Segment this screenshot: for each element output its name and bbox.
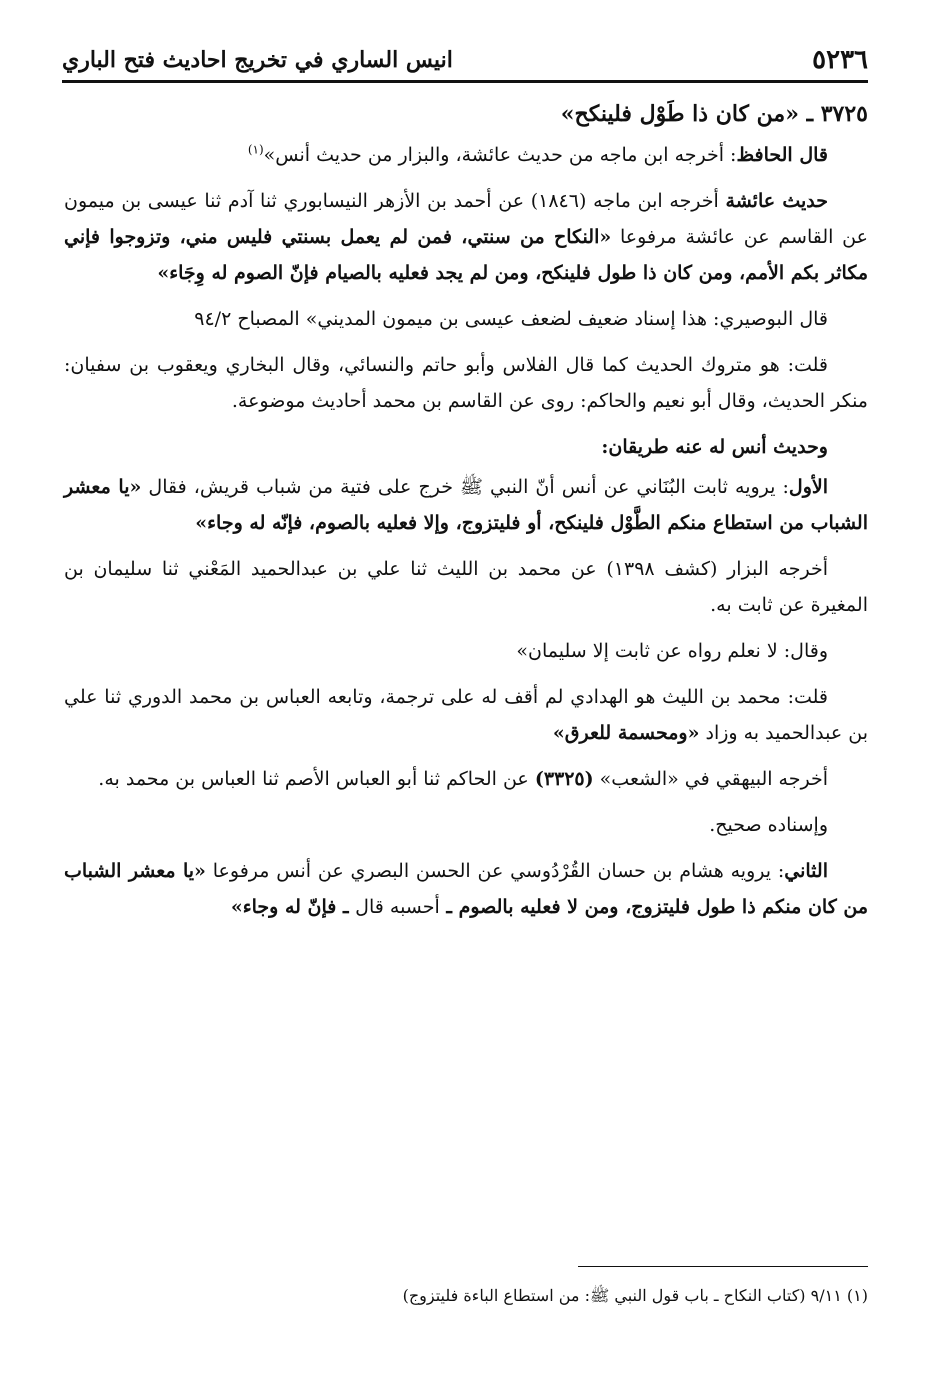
entry-heading	[64, 96, 868, 133]
second-way-hadith-2: ـ فإنّ له وجاء»	[230, 896, 356, 918]
paragraph-first-way	[64, 469, 868, 541]
first-way-hadith: «يا معشر الشباب من استطاع منكم الطَّوْل فلينكح، أو فليتزوج، وإلا فعليه بالصوم، فإنّه له وجاء»	[64, 476, 868, 534]
aisha-label: حديث عائشة	[725, 190, 828, 212]
footnote-ref[interactable]: (١)	[247, 142, 264, 157]
paragraph-aisha	[64, 183, 868, 291]
paragraph-bayhaqi	[64, 761, 868, 797]
qultu-2-addition: «ومحسمة للعرق»	[552, 722, 700, 744]
page-header	[62, 40, 868, 83]
entry-number: ٣٧٢٥	[820, 101, 868, 127]
anas-ways-text: وحديث أنس له عنه طريقان:	[601, 436, 828, 458]
bazzar-text: أخرجه البزار (كشف ١٣٩٨) عن محمد بن الليث ثنا علي بن عبدالحميد المَعْني ثنا سليمان بن المغيرة عن ثابت به.	[64, 558, 868, 616]
footnote-text: ٩/١١ (كتاب النكاح ـ باب قول النبي ﷺ: من استطاع الباءة فليتزوج)	[402, 1286, 847, 1305]
paragraph-bazzar	[64, 551, 868, 623]
second-way-label: الثاني	[784, 860, 828, 882]
second-way-hadith-1: «يا معشر الشباب من كان منكم ذا طول فليتزوج، ومن لا فعليه بالصوم ـ	[64, 860, 868, 918]
second-way-aside: أحسبه قال	[355, 896, 440, 918]
paragraph-qultu-1	[64, 347, 868, 419]
paragraph-busiri	[64, 301, 868, 337]
bayhaqi-text-2: عن الحاكم ثنا أبو العباس الأصم ثنا العباس بن محمد به.	[98, 768, 535, 790]
hafiz-text: : أخرجه ابن ماجه من حديث عائشة، والبزار من حديث أنس»	[263, 144, 737, 166]
qultu-1-text: قلت: هو متروك الحديث كما قال الفلاس وأبو حاتم والنسائي، وقال البخاري ويعقوب بن سفيان: منكر الحديث، وقال أبو نعيم والحاكم: روى عن القاسم بن محمد أحاديث موضوعة.	[64, 354, 868, 412]
bayhaqi-text-1: أخرجه البيهقي في «الشعب»	[593, 768, 828, 790]
footnote	[64, 1282, 868, 1310]
page-number: ٥٢٣٦	[812, 45, 868, 75]
entry-dash: ـ	[798, 101, 821, 127]
paragraph-isnad	[64, 807, 868, 843]
book-title: انيس الساري في تخريج احاديث فتح الباري	[62, 47, 453, 73]
second-way-text: : يرويه هشام بن حسان القُرْدُوسي عن الحسن البصري عن أنس مرفوعا	[205, 860, 785, 882]
qala-text: وقال: لا نعلم رواه عن ثابت إلا سليمان»	[516, 640, 828, 662]
paragraph-second-way	[64, 853, 868, 925]
paragraph-hafiz	[64, 137, 868, 173]
first-way-text: : يرويه ثابت البُنَاني عن أنس أنّ النبي ﷺ خرج على فتية من شباب قريش، فقال	[141, 476, 789, 498]
bayhaqi-number: (٣٣٢٥)	[534, 768, 594, 790]
hafiz-label: قال الحافظ	[736, 144, 828, 166]
footnote-divider	[578, 1266, 868, 1267]
entry-hadith: «من كان ذا طَوْل فلينكح»	[560, 101, 799, 127]
busiri-text: قال البوصيري: هذا إسناد ضعيف لضعف عيسى بن ميمون المديني» المصباح ٩٤/٢	[194, 308, 828, 330]
footnote-marker: (١)	[846, 1286, 868, 1305]
first-way-label: الأول	[788, 476, 829, 498]
aisha-text: أخرجه ابن ماجه (١٨٤٦) عن أحمد بن الأزهر النيسابوري ثنا آدم ثنا عيسى بن ميمون عن القاسم عن عائشة مرفوعا	[64, 190, 868, 248]
aisha-hadith: «النكاح من سنتي، فمن لم يعمل بسنتي فليس مني، وتزوجوا فإني مكاثر بكم الأمم، ومن كان ذا طول فلينكح، ومن لم يجد فعليه بالصيام فإنّ الصوم له وِجَاء»	[64, 226, 868, 284]
paragraph-anas-ways	[64, 429, 868, 465]
page-content	[64, 96, 868, 935]
paragraph-qala	[64, 633, 868, 669]
qultu-2-text: قلت: محمد بن الليث هو الهدادي لم أقف له على ترجمة، وتابعه العباس بن محمد الدوري ثنا علي بن عبدالحميد به وزاد	[64, 686, 868, 744]
isnad-text: وإسناده صحيح.	[709, 814, 828, 836]
paragraph-qultu-2	[64, 679, 868, 751]
